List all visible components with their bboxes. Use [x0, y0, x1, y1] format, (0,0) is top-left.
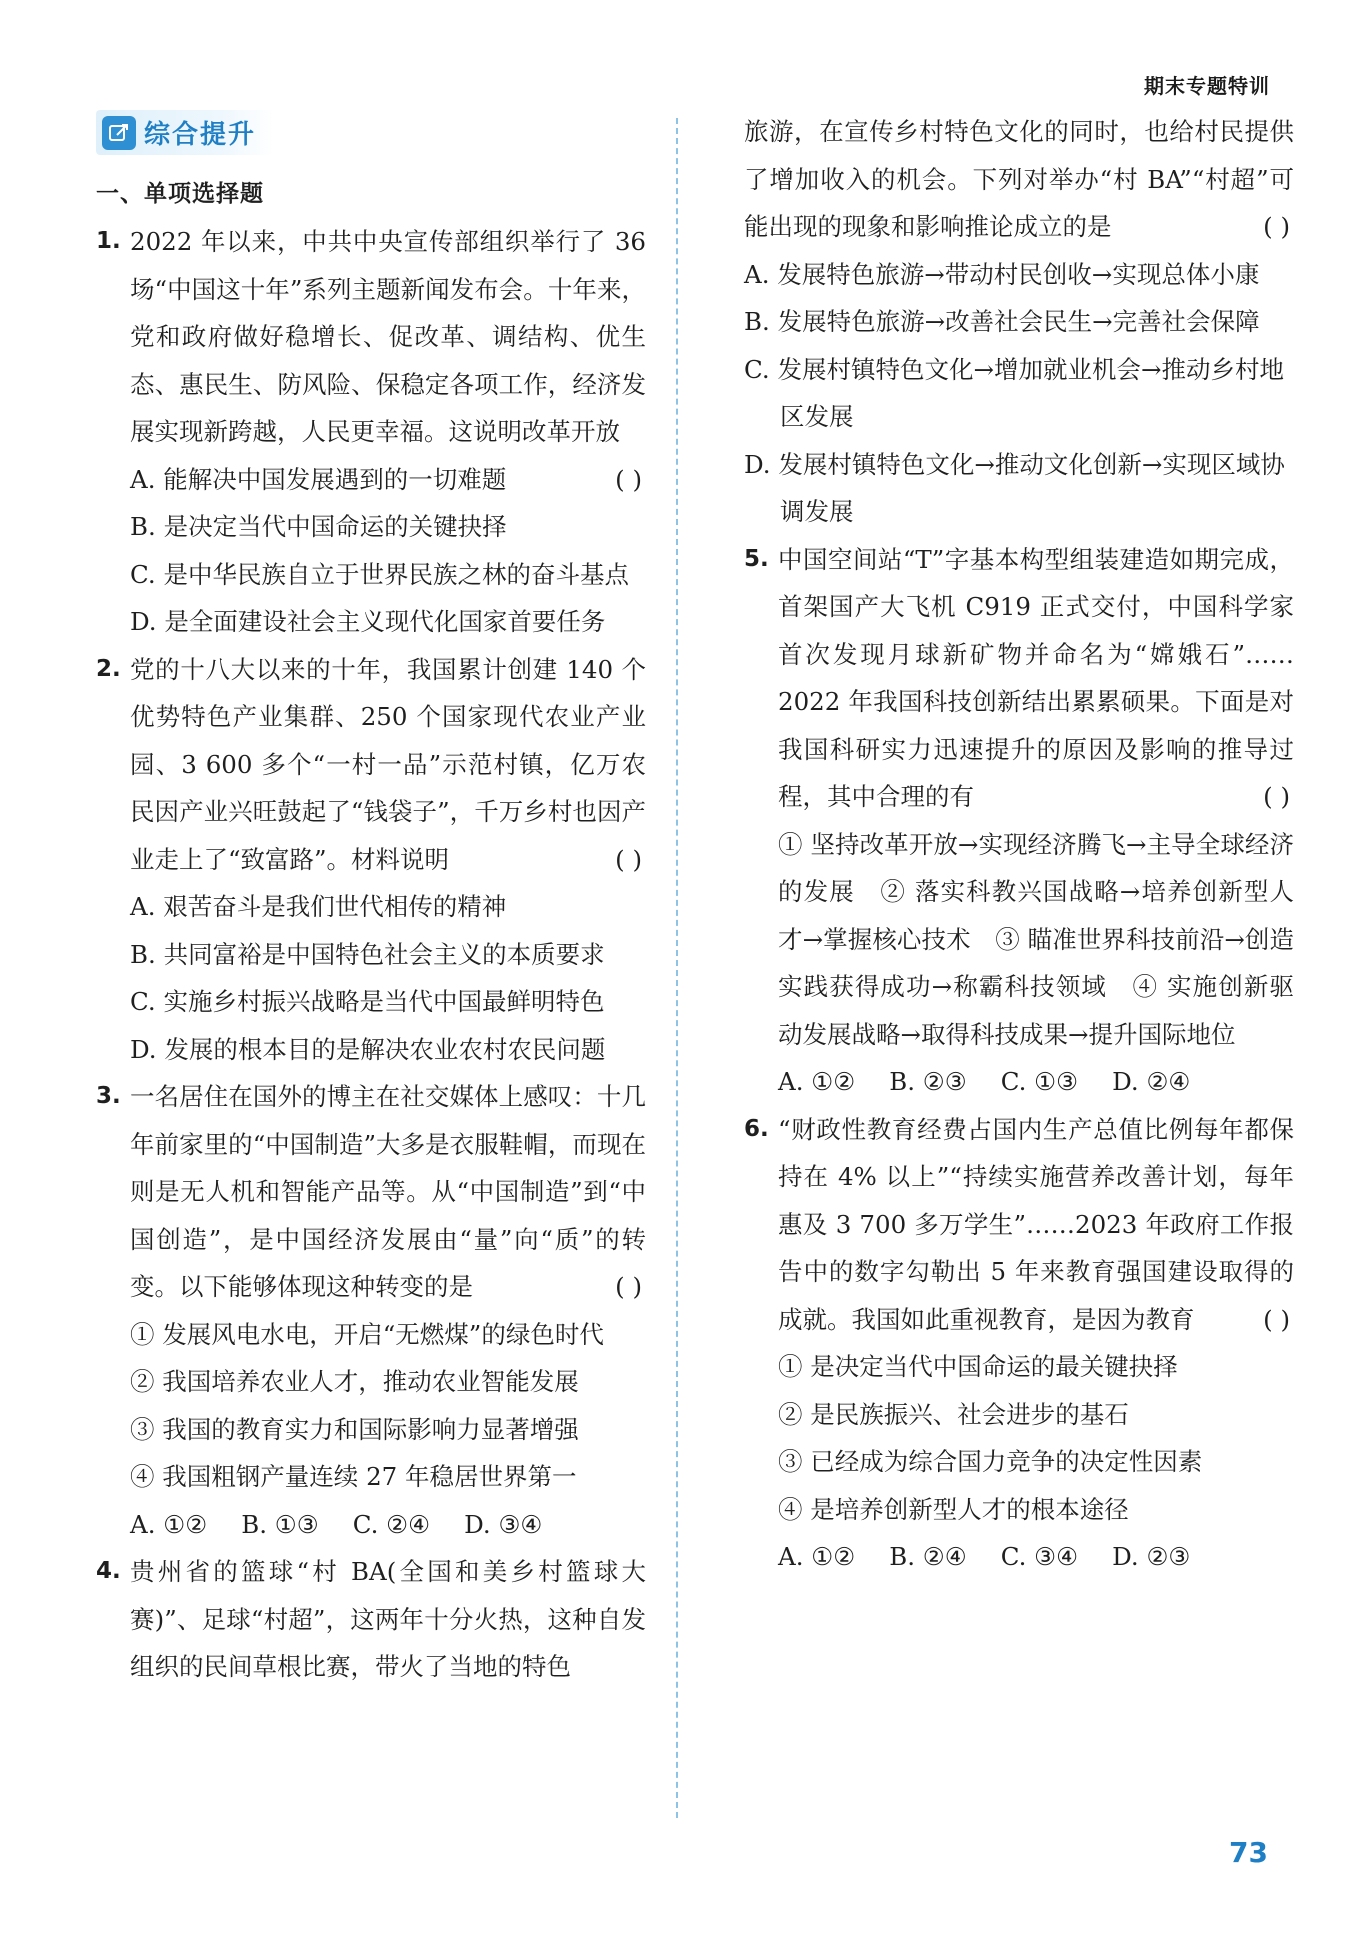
- answer-bracket: ( ): [615, 844, 642, 874]
- question-stem: 一名居住在国外的博主在社交媒体上感叹：十几年前家里的“中国制造”大多是衣服鞋帽，而现在则是无人机和智能产品等。从“中国制造”到“中国创造”，是中国经济发展由“量”向“质”的转变。以下能够体现这种转变的是: [130, 1082, 646, 1301]
- option-d: D. 是全面建设社会主义现代化国家首要任务: [130, 607, 606, 636]
- choice-a: A. ①②: [130, 1509, 208, 1539]
- choice-d: D. ②③: [1112, 1542, 1191, 1571]
- statements: ① 坚持改革开放→实现经济腾飞→主导全球经济的发展 ② 落实科教兴国战略→培养创新型人才→掌握核心技术 ③ 瞄准世界科技前沿→创造实践获得成功→称霸科技领域 ④ 实施创新驱动发展战略→取得科技成果→提升国际地位: [778, 829, 1294, 1049]
- choice-d: D. ③④: [464, 1509, 543, 1539]
- choice-b: B. ②④: [889, 1542, 967, 1571]
- part-title: 一、单项选择题: [96, 181, 264, 207]
- option-b: B. 共同富裕是中国特色社会主义的本质要求: [130, 939, 605, 969]
- answer-bracket: ( ): [615, 464, 642, 494]
- choice-a: A. ①②: [778, 1067, 856, 1096]
- question-4: [96, 1548, 646, 1691]
- choice-b: B. ②③: [889, 1067, 967, 1096]
- answer-bracket: ( ): [615, 1272, 642, 1301]
- statement-1: ① 是决定当代中国命运的最关键抉择: [778, 1352, 1178, 1381]
- question-4-continued: [744, 108, 1294, 536]
- question-number: 1.: [96, 228, 121, 254]
- page-number: 73: [1229, 1836, 1268, 1869]
- option-c: C. 实施乡村振兴战略是当代中国最鲜明特色: [130, 987, 605, 1016]
- answer-bracket: ( ): [1263, 782, 1290, 811]
- question-number: 6.: [744, 1115, 769, 1142]
- section-badge: [96, 110, 274, 155]
- question-stem: 中国空间站“T”字基本构型组装建造如期完成，首架国产大飞机 C919 正式交付，中国科学家首次发现月球新矿物并命名为“嫦娥石”……2022 年我国科技创新结出累累硕果。下面是对我国科研实力迅速提升的原因及影响的推导过程，其中合理的有: [778, 544, 1294, 811]
- question-number: 4.: [96, 1558, 121, 1584]
- choice-c: C. ③④: [1000, 1542, 1079, 1571]
- column-divider: [676, 118, 678, 1818]
- choice-b: B. ①③: [241, 1509, 319, 1539]
- choice-row: [778, 1058, 1294, 1106]
- answer-bracket: ( ): [1263, 1304, 1290, 1334]
- option-a: A. 能解决中国发展遇到的一切难题: [130, 464, 507, 494]
- option-a: A. 发展特色旅游→带动村民创收→实现总体小康: [744, 259, 1260, 289]
- statement-3: ③ 已经成为综合国力竞争的决定性因素: [778, 1447, 1203, 1476]
- choice-d: D. ②④: [1112, 1067, 1191, 1096]
- option-d: D. 发展村镇特色文化→推动文化创新→实现区域协调发展: [744, 449, 1285, 526]
- statement-4: ④ 我国粗钢产量连续 27 年稳居世界第一: [130, 1462, 577, 1491]
- left-column: [96, 110, 646, 1691]
- section-badge-label: 综合提升: [144, 120, 257, 150]
- right-column: [744, 108, 1294, 1581]
- question-6: [744, 1106, 1294, 1581]
- statement-2: ② 是民族振兴、社会进步的基石: [778, 1399, 1129, 1429]
- statement-3: ③ 我国的教育实力和国际影响力显著增强: [130, 1414, 579, 1444]
- question-stem: 党的十八大以来的十年，我国累计创建 140 个优势特色产业集群、250 个国家现代农业产业园、3 600 多个“一村一品”示范村镇，亿万农民因产业兴旺鼓起了“钱袋子”，千万乡村也因产业走上了“致富路”。材料说明: [130, 654, 646, 874]
- question-stem-part1: 贵州省的篮球“村 BA(全国和美乡村篮球大赛)”、足球“村超”，这两年十分火热，这种自发组织的民间草根比赛，带火了当地的特色: [130, 1557, 646, 1681]
- question-number: 5.: [744, 545, 769, 572]
- option-b: B. 发展特色旅游→改善社会民生→完善社会保障: [744, 307, 1260, 336]
- option-b: B. 是决定当代中国命运的关键抉择: [130, 512, 507, 541]
- statement-1: ① 发展风电水电，开启“无燃煤”的绿色时代: [130, 1319, 604, 1349]
- choice-a: A. ①②: [778, 1542, 856, 1571]
- question-2: [96, 646, 646, 1074]
- header-title: 期末专题特训: [1144, 74, 1270, 98]
- choice-c: C. ①③: [1000, 1067, 1079, 1096]
- option-a: A. 艰苦奋斗是我们世代相传的精神: [130, 892, 507, 921]
- question-number: 2.: [96, 655, 121, 682]
- option-d: D. 发展的根本目的是解决农业农村农民问题: [130, 1034, 606, 1064]
- question-stem: “财政性教育经费占国内生产总值比例每年都保持在 4% 以上”“持续实施营养改善计划，每年惠及 3 700 多万学生”……2023 年政府工作报告中的数字勾勒出 5 年来教育强国建设取得的成就。我国如此重视教育，是因为教育: [778, 1114, 1294, 1334]
- question-number: 3.: [96, 1083, 121, 1109]
- option-c: C. 发展村镇特色文化→增加就业机会→推动乡村地区发展: [744, 354, 1285, 431]
- question-3: [96, 1073, 646, 1548]
- question-1: [96, 218, 646, 646]
- choice-c: C. ②④: [352, 1509, 431, 1539]
- question-stem-part2: 旅游，在宣传乡村特色文化的同时，也给村民提供了增加收入的机会。下列对举办“村 BA”“村超”可能出现的现象和影响推论成立的是: [744, 117, 1294, 241]
- statement-2: ② 我国培养农业人才，推动农业智能发展: [130, 1367, 579, 1396]
- option-c: C. 是中华民族自立于世界民族之林的奋斗基点: [130, 559, 629, 589]
- question-stem: 2022 年以来，中共中央宣传部组织举行了 36 场“中国这十年”系列主题新闻发布会。十年来，党和政府做好稳增长、促改革、调结构、优生态、惠民生、防风险、保稳定各项工作，经济发展实现新跨越，人民更幸福。这说明改革开放: [130, 227, 646, 446]
- answer-bracket: ( ): [1263, 212, 1290, 241]
- choice-row: [130, 1501, 646, 1549]
- question-5: [744, 536, 1294, 1106]
- choice-row: [778, 1533, 1294, 1581]
- statement-4: ④ 是培养创新型人才的根本途径: [778, 1494, 1129, 1524]
- rocket-icon: [102, 116, 136, 150]
